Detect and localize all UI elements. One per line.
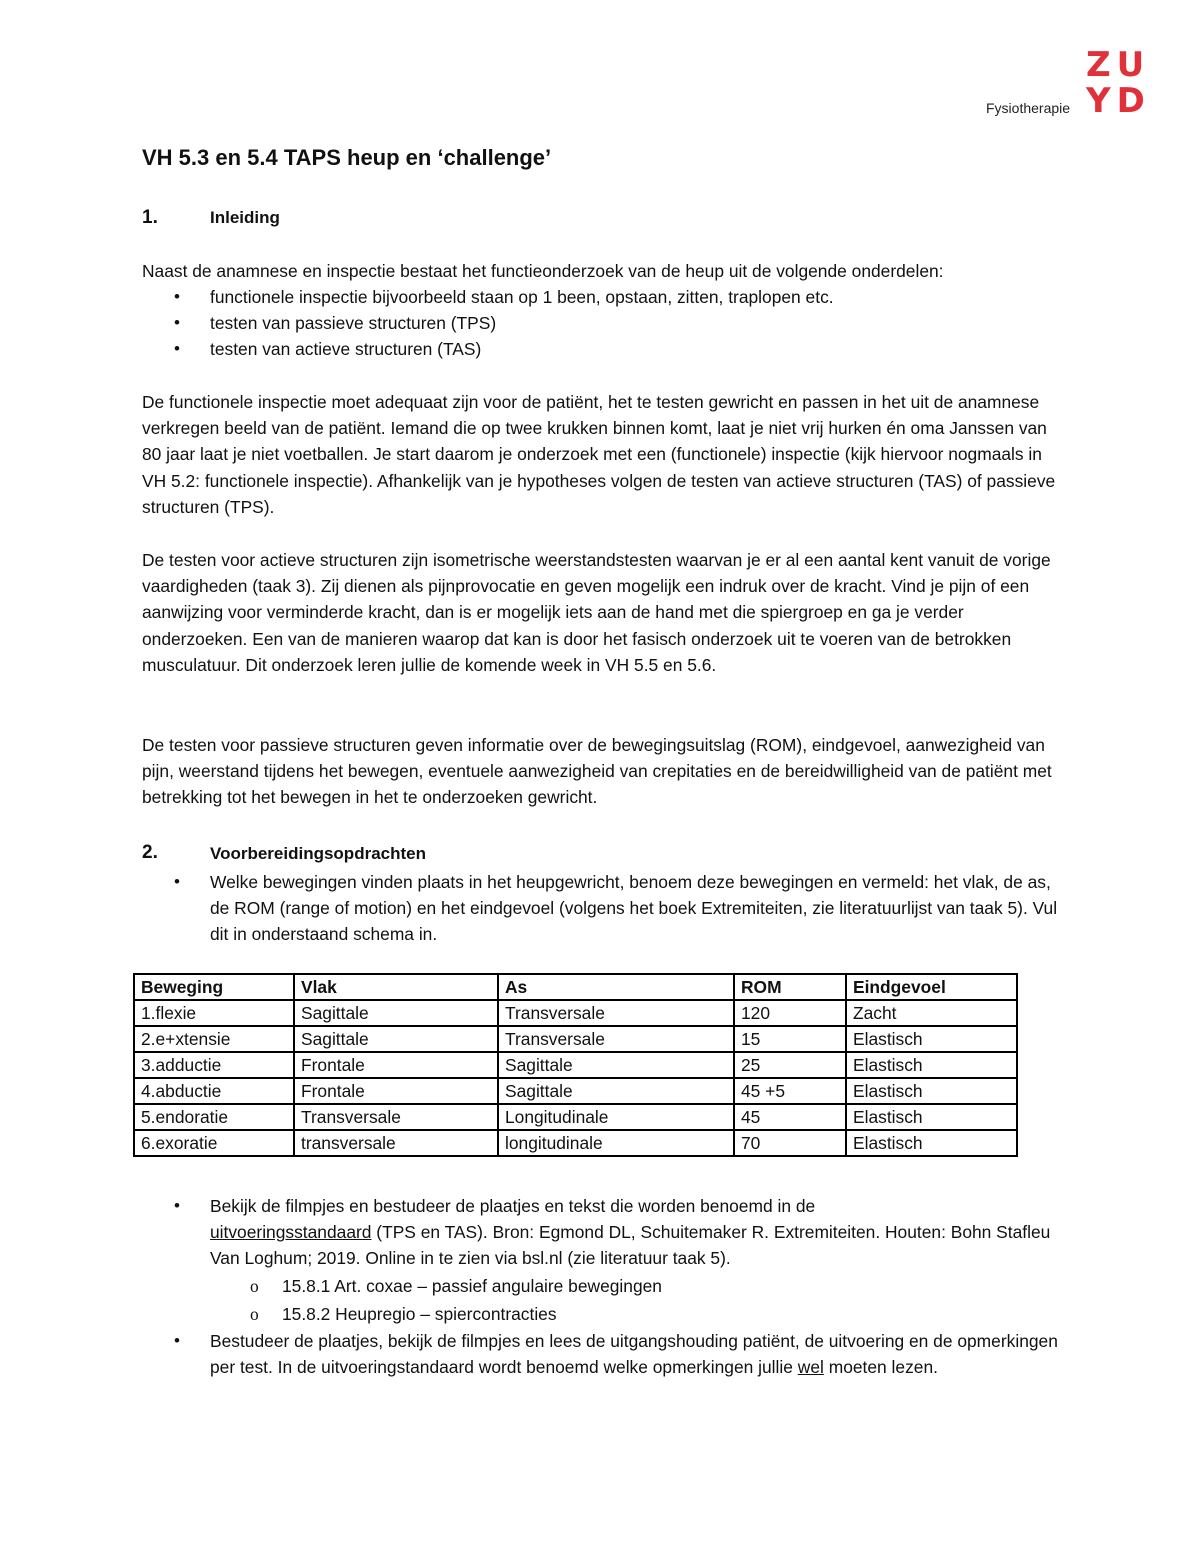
bullet-icon: • (174, 339, 180, 359)
table-cell: 15 (734, 1026, 846, 1052)
section-1-paragraph-3: De testen voor passieve structuren geven informatie over de bewegingsuitslag (ROM), eindgevoel, aanwezigheid van pijn, weerstand tijdens het bewegen, eventuele aanwezigheid van crepitaties en de bereidwilligheid van de patiënt met betrekking tot het bewegen in het te onderzoeken gewricht. (142, 735, 1052, 808)
bullet-icon: • (174, 287, 180, 306)
section-2-number: 2. (142, 842, 158, 863)
table-cell: 2.e+xtensie (134, 1026, 294, 1052)
table-cell: Elastisch (846, 1104, 1017, 1130)
sub-list-item-text: 15.8.1 Art. coxae – passief angulaire bewegingen (282, 1275, 662, 1296)
list-item (142, 869, 1062, 948)
page-title: VH 5.3 en 5.4 TAPS heup en ‘challenge’ (142, 145, 552, 170)
list-item-text: testen van passieve structuren (TPS) (210, 313, 497, 334)
section-1-paragraph-2: De testen voor actieve structuren zijn isometrische weerstandstesten waarvan je er al een aantal kent vanuit de vorige vaardigheden (taak 3). Zij dienen als pijnprovocatie en geven mogelijk een indruk over de kracht. Vind je pijn of een aanwijzing voor verminderde kracht, dan is er mogelijk iets aan de hand met die spiergroep en ga je verder onderzoeken. Een van de manieren waarop dat kan is door het fasisch onderzoek uit te voeren van de betrokken musculatuur. Dit onderzoek leren jullie de komende week in VH 5.5 en 5.6. (142, 550, 1051, 675)
bullet-icon: • (174, 1196, 180, 1215)
list-item-text: Bekijk de filmpjes en bestudeer de plaatjes en tekst die worden benoemd in de (210, 1196, 816, 1216)
table-header-cell: Eindgevoel (846, 974, 1017, 1000)
logo-text-zu: ZU (1086, 45, 1151, 85)
list-item (142, 1328, 1062, 1380)
table-row (134, 1104, 1017, 1130)
circle-bullet-icon: o (250, 1275, 259, 1296)
zuyd-logo (986, 45, 1151, 121)
table-header-cell: As (498, 974, 734, 1000)
table-cell: longitudinale (498, 1130, 734, 1156)
circle-bullet-icon: o (250, 1303, 259, 1324)
table-header-cell: ROM (734, 974, 846, 1000)
table-cell: Sagittale (498, 1052, 734, 1078)
table-cell: 4.abductie (134, 1078, 294, 1104)
logo-subtitle: Fysiotherapie (986, 100, 1071, 116)
table-row (134, 1130, 1017, 1156)
section-1-heading: Inleiding (210, 208, 280, 227)
table-cell: 70 (734, 1130, 846, 1156)
table-row (134, 1026, 1017, 1052)
list-item (142, 336, 1062, 362)
list-item-text: moeten lezen. (823, 1356, 938, 1377)
bullet-icon: • (174, 1330, 180, 1350)
table-cell: 120 (734, 1000, 846, 1026)
list-item-text: functionele inspectie bijvoorbeeld staan op 1 been, opstaan, zitten, traplopen etc. (210, 287, 834, 307)
table-cell: 25 (734, 1052, 846, 1078)
bullet-icon: • (174, 313, 180, 333)
table-cell: Transversale (498, 1000, 734, 1026)
table-header-cell: Vlak (294, 974, 498, 1000)
table-cell: transversale (294, 1130, 498, 1156)
section-1-number: 1. (142, 207, 158, 228)
section-2-bullet-list-1 (142, 869, 1062, 948)
table-cell: 5.endoratie (134, 1104, 294, 1130)
table-cell: Elastisch (846, 1052, 1017, 1078)
section-1-intro: Naast de anamnese en inspectie bestaat het functieonderzoek van de heup uit de volgende onderdelen: (142, 261, 944, 281)
table-cell: 3.adductie (134, 1052, 294, 1078)
list-item-text: testen van actieve structuren (TAS) (210, 339, 482, 360)
table-header-row (134, 974, 1017, 1000)
section-2-bullet-list-2 (142, 1193, 1062, 1380)
table-cell: Frontale (294, 1078, 498, 1104)
table-cell: Sagittale (498, 1078, 734, 1104)
list-item (142, 284, 1062, 310)
section-1-paragraph-1: De functionele inspectie moet adequaat zijn voor de patiënt, het te testen gewricht en passen in het uit de anamnese verkregen beeld van de patiënt. Iemand die op twee krukken binnen komt, laat je niet vrij hurken én oma Janssen van 80 jaar laat je niet voetballen. Je start daarom je onderzoek met een (functionele) inspectie (kijk hiervoor nogmaals in VH 5.2: functionele inspectie). Afhankelijk van je hypotheses volgen de testen van actieve structuren (TAS) of passieve structuren (TPS). (142, 392, 1056, 517)
section-2-heading: Voorbereidingsopdrachten (210, 844, 426, 863)
table-header-cell: Beweging (134, 974, 294, 1000)
table-row (134, 1078, 1017, 1104)
sub-list-item (210, 1300, 1062, 1328)
movement-table (133, 973, 1018, 1157)
sub-list (210, 1272, 1062, 1328)
table-cell: Frontale (294, 1052, 498, 1078)
table-cell: 1.flexie (134, 1000, 294, 1026)
table-cell: Transversale (498, 1026, 734, 1052)
table-cell: Elastisch (846, 1130, 1017, 1156)
bullet-icon: • (174, 872, 180, 891)
list-item (142, 310, 1062, 336)
emphasis-wel: wel (797, 1356, 824, 1377)
logo-text-yd: YD (1086, 81, 1151, 121)
table-cell: 45 +5 (734, 1078, 846, 1104)
table-row (134, 1000, 1017, 1026)
list-item-text: Welke bewegingen vinden plaats in het heupgewricht, benoem deze bewegingen en vermeld: het vlak, de as, de ROM (range of motion) en het eindgevoel (volgens het boek Extremiteiten, zie literatuurlijst van taak 5). Vul dit in onderstaand schema in. (210, 872, 1058, 945)
table-cell: Transversale (294, 1104, 498, 1130)
table-cell: Zacht (846, 1000, 1017, 1026)
table-cell: Elastisch (846, 1026, 1017, 1052)
list-item (142, 1193, 1062, 1328)
section-1-bullet-list (142, 284, 1062, 363)
table-cell: Sagittale (294, 1026, 498, 1052)
list-item-text: Bestudeer de plaatjes, bekijk de filmpjes en lees de uitgangshouding patiënt, de uitvoering en de opmerkingen per test. In de uitvoeringstandaard wordt benoemd welke opmerkingen jullie (210, 1330, 1058, 1377)
sub-list-item (210, 1272, 1062, 1300)
table-cell: Elastisch (846, 1078, 1017, 1104)
table-row (134, 1052, 1017, 1078)
list-item-text: (TPS en TAS). Bron: Egmond DL, Schuitemaker R. Extremiteiten. Houten: Bohn Stafleu Van Loghum; 2019. Online in te zien via bsl.nl (zie literatuur taak 5). (210, 1222, 1051, 1269)
table-cell: 45 (734, 1104, 846, 1130)
table-cell: Longitudinale (498, 1104, 734, 1130)
uitvoeringsstandaard-link[interactable]: uitvoeringsstandaard (210, 1222, 372, 1243)
sub-list-item-text: 15.8.2 Heupregio – spiercontracties (282, 1303, 557, 1324)
table-cell: Sagittale (294, 1000, 498, 1026)
table-cell: 6.exoratie (134, 1130, 294, 1156)
